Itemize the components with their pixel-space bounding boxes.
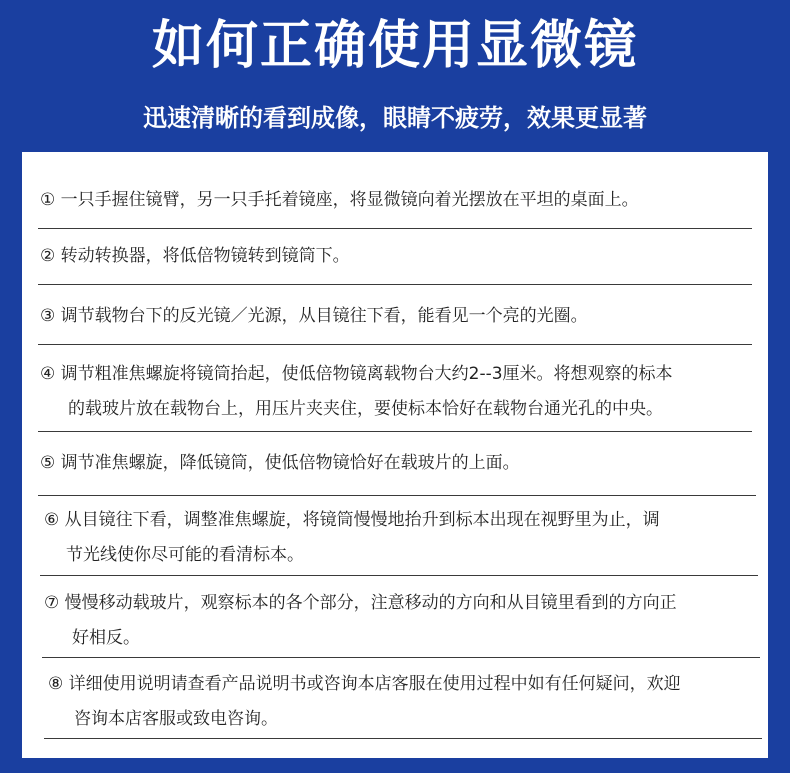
step-8-line-2: 咨询本店客服或致电咨询。	[74, 709, 278, 729]
step-2	[40, 239, 350, 274]
step-2-line-1: ② 转动转换器，将低倍物镜转到镜筒下。	[40, 246, 350, 266]
step-6-line-1: ⑥ 从目镜往下看，调整准焦螺旋，将镜筒慢慢地抬升到标本出现在视野里为止，调	[44, 510, 660, 530]
step-4-line-1: ④ 调节粗准焦螺旋将镜筒抬起，使低倍物镜离载物台大约2--3厘米。将想观察的标本	[40, 364, 673, 384]
instructions-panel	[22, 152, 768, 758]
page-title: 如何正确使用显微镜	[151, 16, 638, 76]
divider	[38, 228, 752, 229]
step-4-line-2: 的载玻片放在载物台上，用压片夹夹住，要使标本恰好在载物台通光孔的中央。	[68, 399, 663, 419]
step-3	[40, 299, 588, 334]
step-6-line-2: 节光线使你尽可能的看清标本。	[66, 545, 304, 565]
step-7-line-1: ⑦ 慢慢移动载玻片，观察标本的各个部分，注意移动的方向和从目镜里看到的方向正	[44, 593, 677, 613]
divider	[38, 431, 752, 432]
divider	[38, 495, 756, 496]
step-8-line-1: ⑧ 详细使用说明请查看产品说明书或咨询本店客服在使用过程中如有任何疑问，欢迎	[48, 674, 681, 694]
step-7	[44, 586, 677, 656]
divider	[38, 344, 752, 345]
step-5	[40, 446, 520, 481]
step-1-line-1: ① 一只手握住镜臂，另一只手托着镜座，将显微镜向着光摆放在平坦的桌面上。	[40, 190, 639, 210]
step-1	[40, 183, 639, 218]
step-7-line-2: 好相反。	[72, 628, 140, 648]
step-8	[48, 667, 681, 737]
divider	[44, 738, 762, 739]
step-5-line-1: ⑤ 调节准焦螺旋，降低镜筒，使低倍物镜恰好在载玻片的上面。	[40, 453, 520, 473]
page-subtitle: 迅速清晰的看到成像，眼睛不疲劳，效果更显著	[143, 104, 647, 132]
step-4	[40, 357, 673, 427]
divider	[40, 575, 758, 576]
step-6	[44, 503, 660, 573]
divider	[42, 657, 760, 658]
step-3-line-1: ③ 调节载物台下的反光镜／光源，从目镜往下看，能看见一个亮的光圈。	[40, 306, 588, 326]
divider	[38, 284, 752, 285]
